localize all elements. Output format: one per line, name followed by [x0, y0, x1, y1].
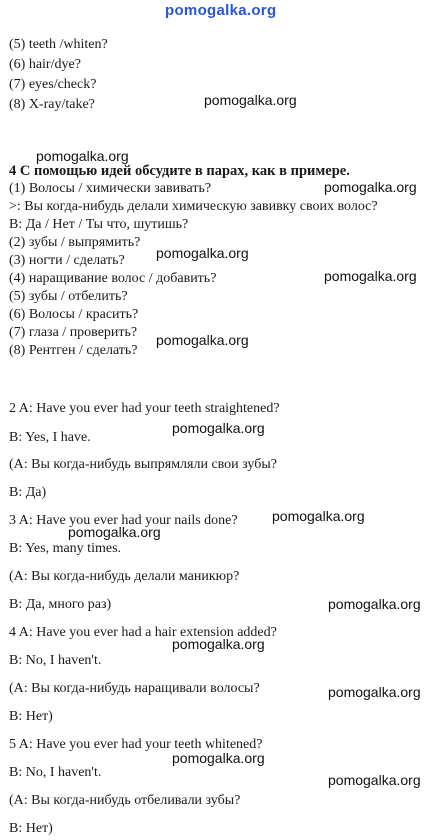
watermark: pomogalka.org: [172, 750, 265, 766]
answer-line: В: Нет): [9, 709, 53, 724]
task-item: (4) наращивание волос / добавить?: [9, 271, 217, 286]
answer-line: 4 A: Have you ever had a hair extension added?: [9, 625, 277, 640]
watermark: pomogalka.org: [68, 524, 161, 540]
answer-line: B: No, I haven't.: [9, 653, 102, 668]
watermark: pomogalka.org: [156, 245, 249, 261]
task-item: >: Вы когда-нибудь делали химическую завивку своих волос?: [9, 199, 378, 214]
task-item: (8) Рентген / сделать?: [9, 343, 138, 358]
answer-line: B: Yes, many times.: [9, 541, 122, 556]
watermark: pomogalka.org: [172, 636, 265, 652]
answer-line: В: Нет): [9, 821, 53, 836]
watermark: pomogalka.org: [204, 92, 297, 108]
watermark: pomogalka.org: [324, 179, 417, 195]
answer-line: (А: Вы когда-нибудь выпрямляли свои зубы?: [9, 457, 277, 472]
task-item: (5) зубы / отбелить?: [9, 289, 128, 304]
answer-line: В: Да): [9, 485, 47, 500]
watermark: pomogalka.org: [328, 772, 421, 788]
answer-line: B: Yes, I have.: [9, 430, 91, 445]
list-item: (8) X-ray/take?: [9, 97, 95, 112]
answer-line: B: No, I haven't.: [9, 765, 102, 780]
answer-line: В: Да, много раз): [9, 597, 112, 612]
list-item: (7) eyes/check?: [9, 77, 97, 92]
answer-line: (А: Вы когда-нибудь наращивали волосы?: [9, 681, 260, 696]
watermark: pomogalka.org: [272, 508, 365, 524]
task-heading: 4 С помощью идей обсудите в парах, как в примере.: [9, 163, 350, 179]
task-item: (3) ногти / сделать?: [9, 253, 125, 268]
task-item: В: Да / Нет / Ты что, шутишь?: [9, 217, 189, 232]
watermark: pomogalka.org: [172, 420, 265, 436]
watermark: pomogalka.org: [324, 268, 417, 284]
task-item: (2) зубы / выпрямить?: [9, 235, 141, 250]
watermark: pomogalka.org: [328, 596, 421, 612]
list-item: (5) teeth /whiten?: [9, 37, 108, 52]
task-item: (1) Волосы / химически завивать?: [9, 181, 212, 196]
list-item: (6) hair/dye?: [9, 57, 81, 72]
answer-line: (А: Вы когда-нибудь делали маникюр?: [9, 569, 240, 584]
answer-line: 3 A: Have you ever had your nails done?: [9, 513, 238, 528]
answer-line: 5 A: Have you ever had your teeth whitened?: [9, 737, 263, 752]
answer-line: (А: Вы когда-нибудь отбеливали зубы?: [9, 793, 241, 808]
answer-line: 2 A: Have you ever had your teeth straightened?: [9, 401, 280, 416]
task-item: (7) глаза / проверить?: [9, 325, 138, 340]
task-item: (6) Волосы / красить?: [9, 307, 139, 322]
watermark: pomogalka.org: [36, 148, 129, 164]
watermark: pomogalka.org: [156, 332, 249, 348]
watermark-header: pomogalka.org: [165, 2, 277, 19]
watermark: pomogalka.org: [328, 684, 421, 700]
